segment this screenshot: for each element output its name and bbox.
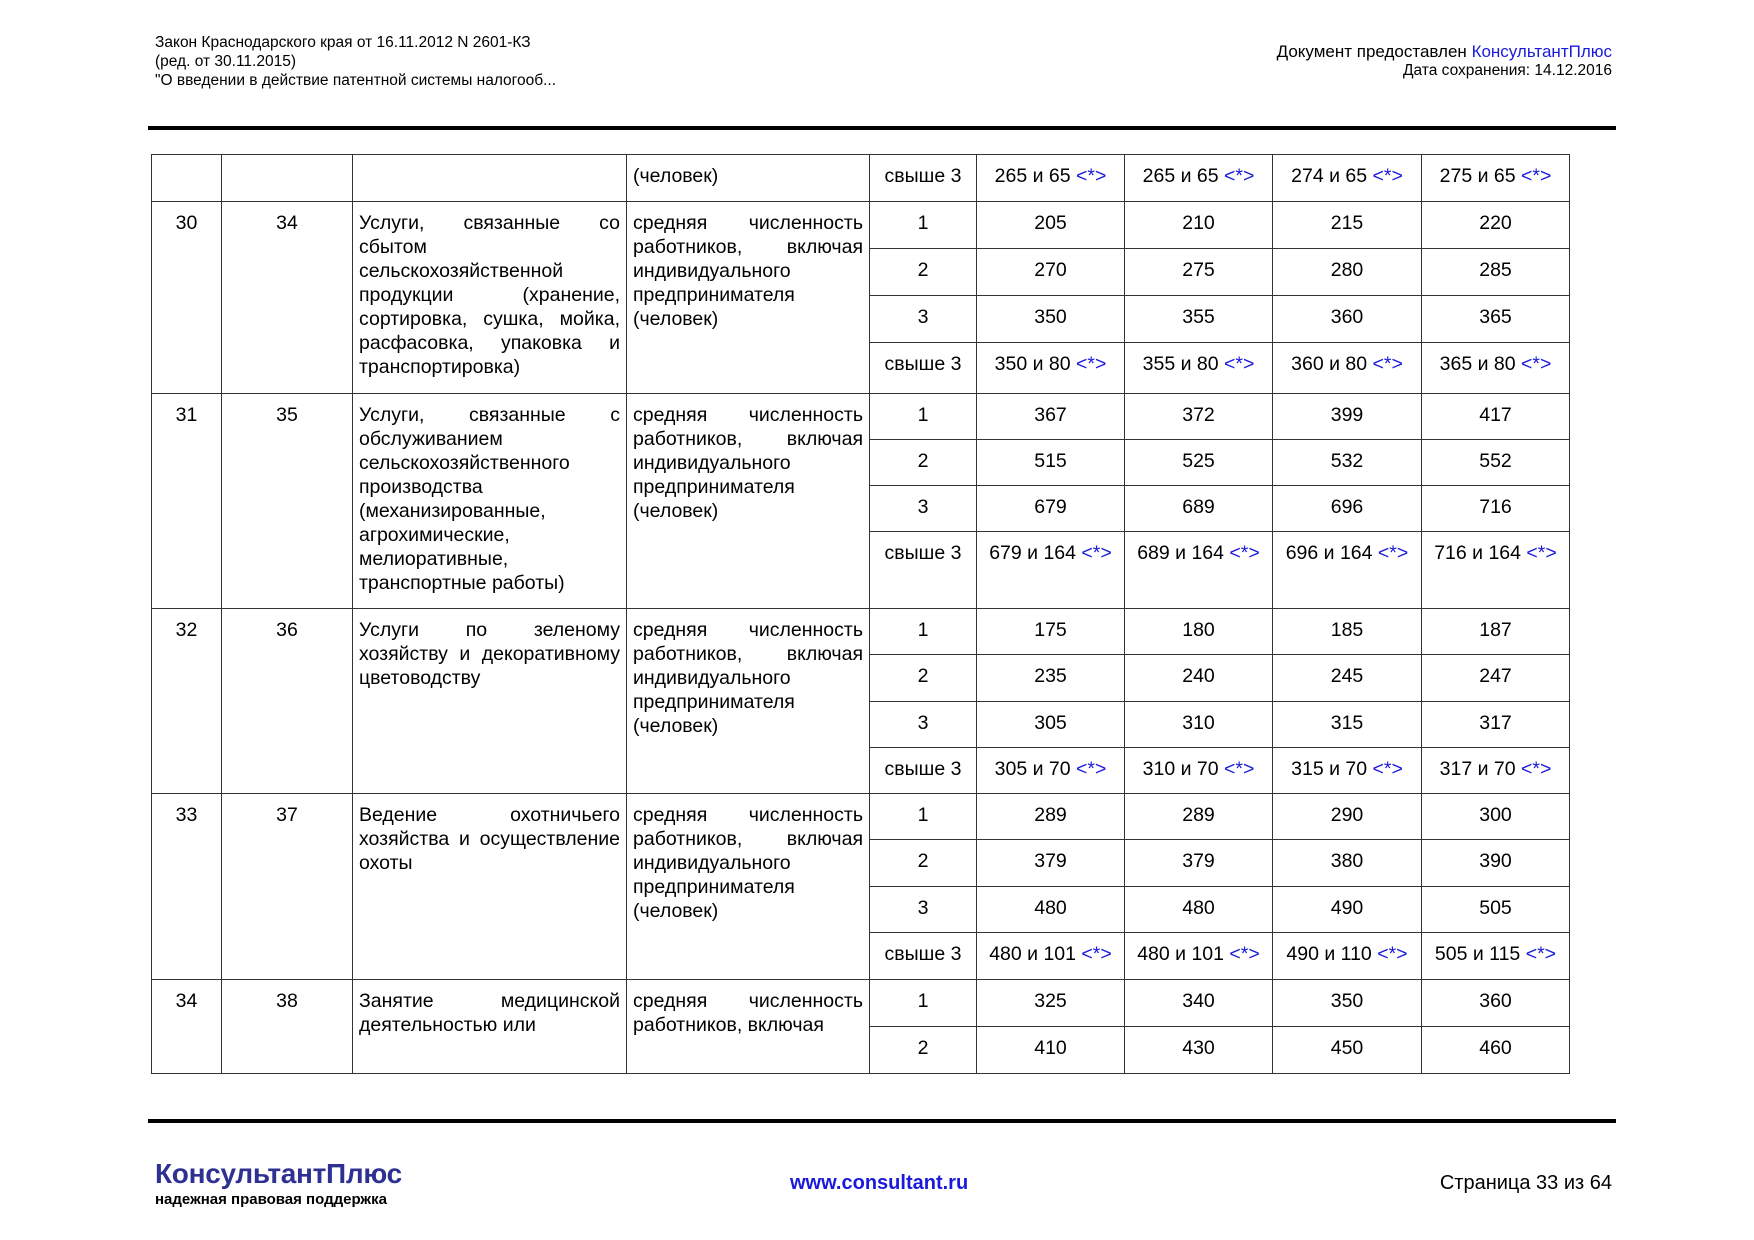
- value-cell: [1125, 486, 1273, 532]
- row-number: 31: [152, 394, 222, 609]
- value-cell: [977, 155, 1125, 202]
- value: 716: [1479, 496, 1512, 518]
- value-cell: [1273, 933, 1422, 980]
- value: 390: [1479, 850, 1512, 872]
- table-row: [152, 609, 1570, 655]
- value-cell: [1422, 343, 1570, 394]
- value: 365 и 80: [1439, 353, 1516, 375]
- row-number: 32: [152, 609, 222, 794]
- value-cell: [1273, 155, 1422, 202]
- value-cell: [977, 440, 1125, 486]
- employee-count: 1: [870, 202, 977, 249]
- value: 317: [1479, 712, 1512, 734]
- value: 525: [1182, 450, 1215, 472]
- value: 210: [1182, 212, 1215, 234]
- value: 310: [1182, 712, 1215, 734]
- value-cell: [1125, 343, 1273, 394]
- employee-count: 3: [870, 296, 977, 343]
- value: 417: [1479, 404, 1512, 426]
- value: 315 и 70: [1291, 758, 1368, 780]
- table-row: [152, 794, 1570, 840]
- value: 372: [1182, 404, 1215, 426]
- value-cell: [1273, 343, 1422, 394]
- value-cell: [1125, 440, 1273, 486]
- value: 245: [1330, 665, 1364, 687]
- value-cell: [977, 840, 1125, 887]
- value-cell: [1422, 980, 1570, 1027]
- activity-description: Занятие медицинской деятельностью или: [353, 980, 627, 1074]
- footnote-link[interactable]: <*>: [1224, 353, 1255, 375]
- value-cell: [1273, 980, 1422, 1027]
- value-cell: [977, 702, 1125, 748]
- value-cell: [1422, 655, 1570, 702]
- activity-code: 38: [222, 980, 353, 1074]
- table-row: [152, 394, 1570, 440]
- footnote-link[interactable]: <*>: [1525, 943, 1557, 965]
- value: 310 и 70: [1142, 758, 1219, 780]
- value: 220: [1479, 212, 1512, 234]
- value: 180: [1182, 619, 1215, 641]
- footnote-link[interactable]: <*>: [1224, 758, 1255, 780]
- value-cell: [1422, 702, 1570, 748]
- activity-description: Услуги по зеленому хозяйству и декоративному цветоводству: [353, 609, 627, 794]
- value: 289: [1034, 804, 1067, 826]
- value-cell: [1125, 609, 1273, 655]
- activity-code: 37: [222, 794, 353, 980]
- value: 285: [1479, 259, 1512, 281]
- value: 355: [1182, 306, 1215, 328]
- value-cell: [1125, 887, 1273, 933]
- value: 317 и 70: [1439, 758, 1516, 780]
- value: 460: [1479, 1037, 1512, 1059]
- value: 532: [1330, 450, 1364, 472]
- value: 380: [1330, 850, 1364, 872]
- footnote-link[interactable]: <*>: [1377, 542, 1409, 564]
- value-cell: [1125, 933, 1273, 980]
- footnote-link[interactable]: <*>: [1076, 758, 1107, 780]
- value-cell: [977, 394, 1125, 440]
- footnote-link[interactable]: <*>: [1076, 353, 1107, 375]
- law-title: Закон Краснодарского края от 16.11.2012 N 2601-КЗ: [155, 34, 531, 51]
- value-cell: [1422, 249, 1570, 296]
- document-header-info: [155, 33, 556, 90]
- law-subject: "О введении в действие патентной системы налогооб...: [155, 72, 557, 89]
- employee-count: 1: [870, 394, 977, 440]
- value-cell: [977, 748, 1125, 794]
- footnote-link[interactable]: <*>: [1229, 542, 1260, 564]
- value-cell: [1273, 532, 1422, 609]
- physical-indicator: средняя численность работников, включая индивидуального предпринимателя (человек): [627, 609, 870, 794]
- header-divider: [148, 126, 1616, 130]
- value-cell: [1273, 609, 1422, 655]
- value-cell: [1273, 702, 1422, 748]
- value-cell: [977, 202, 1125, 249]
- value: 367: [1034, 404, 1067, 426]
- value-cell: [977, 980, 1125, 1027]
- code-cell: [222, 155, 353, 202]
- value: 185: [1330, 619, 1364, 641]
- tax-rates-table: [151, 154, 1570, 1074]
- employee-count: 3: [870, 887, 977, 933]
- value-cell: [1125, 980, 1273, 1027]
- value-cell: [1125, 794, 1273, 840]
- value-cell: [1422, 609, 1570, 655]
- value: 360 и 80: [1291, 353, 1368, 375]
- value-cell: [1273, 249, 1422, 296]
- value: 315: [1330, 712, 1364, 734]
- value: 355 и 80: [1142, 353, 1219, 375]
- employee-count: 1: [870, 609, 977, 655]
- value-cell: [1273, 202, 1422, 249]
- footnote-link[interactable]: <*>: [1224, 165, 1255, 187]
- physical-indicator: средняя численность работников, включая индивидуального предпринимателя (человек): [627, 394, 870, 609]
- count-cell: свыше 3: [870, 155, 977, 202]
- value-cell: [1422, 486, 1570, 532]
- value: 450: [1330, 1037, 1364, 1059]
- value: 360: [1330, 306, 1364, 328]
- value: 679: [1034, 496, 1067, 518]
- value-cell: [1273, 1027, 1422, 1074]
- employee-count: свыше 3: [870, 748, 977, 794]
- employee-count: 2: [870, 440, 977, 486]
- value: 235: [1034, 665, 1067, 687]
- value: 696 и 164: [1285, 542, 1373, 564]
- value: 187: [1479, 619, 1512, 641]
- value: 280: [1330, 259, 1364, 281]
- employee-count: 1: [870, 980, 977, 1027]
- logo-text: КонсультантПлюс: [155, 1158, 402, 1189]
- provider-info: [1277, 42, 1612, 80]
- value: 305: [1034, 712, 1067, 734]
- row-number: 34: [152, 980, 222, 1074]
- value-cell: [1125, 394, 1273, 440]
- value: 480 и 101: [1137, 943, 1224, 965]
- footnote-link[interactable]: <*>: [1229, 943, 1260, 965]
- footnote-link[interactable]: <*>: [1521, 758, 1552, 780]
- footnote-link[interactable]: <*>: [1076, 165, 1107, 187]
- physical-indicator: средняя численность работников, включая индивидуального предпринимателя (человек): [627, 202, 870, 394]
- table-row: [152, 202, 1570, 249]
- value-cell: [1125, 249, 1273, 296]
- value: 350 и 80: [994, 353, 1071, 375]
- value-cell: [1273, 440, 1422, 486]
- saved-date: Дата сохранения: 14.12.2016: [1403, 62, 1612, 79]
- value-cell: [1273, 655, 1422, 702]
- value: 480: [1034, 897, 1067, 919]
- employee-count: 3: [870, 486, 977, 532]
- value-cell: [1422, 1027, 1570, 1074]
- value: 430: [1182, 1037, 1215, 1059]
- value: 325: [1034, 990, 1067, 1012]
- value: 679 и 164: [989, 542, 1076, 564]
- consultant-logo: [155, 1158, 402, 1208]
- value-cell: [1422, 440, 1570, 486]
- revision: (ред. от 30.11.2015): [155, 53, 296, 70]
- value-cell: [1125, 532, 1273, 609]
- value: 265 и 65: [1142, 165, 1219, 187]
- footnote-link[interactable]: <*>: [1081, 943, 1112, 965]
- num-cell: [152, 155, 222, 202]
- value-cell: [1422, 794, 1570, 840]
- physical-indicator: средняя численность работников, включая: [627, 980, 870, 1074]
- footnote-link[interactable]: <*>: [1081, 542, 1112, 564]
- value: 205: [1034, 212, 1067, 234]
- value-cell: [1422, 202, 1570, 249]
- employee-count: 2: [870, 655, 977, 702]
- value: 490 и 110: [1286, 943, 1372, 965]
- employee-count: свыше 3: [870, 933, 977, 980]
- footnote-link[interactable]: <*>: [1526, 542, 1557, 564]
- value-cell: [977, 609, 1125, 655]
- footnote-link[interactable]: <*>: [1372, 165, 1403, 187]
- row-number: 30: [152, 202, 222, 394]
- value: 490: [1330, 897, 1364, 919]
- value: 275 и 65: [1439, 165, 1516, 187]
- employee-count: 2: [870, 1027, 977, 1074]
- activity-description: Услуги, связанные со сбытом сельскохозяйственной продукции (хранение, сортировка, сушка, мойка, расфасовка, упаковка и транспортировка): [353, 202, 627, 394]
- value-cell: [1125, 748, 1273, 794]
- value: 505: [1479, 897, 1512, 919]
- value-cell: [1125, 655, 1273, 702]
- activity-code: 34: [222, 202, 353, 394]
- value-cell: [1273, 486, 1422, 532]
- value-cell: [1273, 794, 1422, 840]
- value: 240: [1182, 665, 1215, 687]
- value: 300: [1479, 804, 1512, 826]
- value: 360: [1479, 990, 1512, 1012]
- row-number: 33: [152, 794, 222, 980]
- table-row: [152, 980, 1570, 1027]
- value-cell: [977, 532, 1125, 609]
- employee-count: свыше 3: [870, 532, 977, 609]
- value-cell: [1422, 887, 1570, 933]
- value-cell: [977, 794, 1125, 840]
- value-cell: [1422, 532, 1570, 609]
- value: 270: [1034, 259, 1067, 281]
- value-cell: [977, 249, 1125, 296]
- activity-code: 35: [222, 394, 353, 609]
- value: 175: [1034, 619, 1067, 641]
- value-cell: [1125, 296, 1273, 343]
- value: 505 и 115: [1434, 943, 1521, 965]
- value: 265 и 65: [994, 165, 1071, 187]
- value: 215: [1330, 212, 1364, 234]
- value-cell: [1125, 155, 1273, 202]
- employee-count: 1: [870, 794, 977, 840]
- employee-count: 2: [870, 840, 977, 887]
- value-cell: [977, 343, 1125, 394]
- value: 350: [1330, 990, 1364, 1012]
- value: 365: [1479, 306, 1512, 328]
- value-cell: [977, 296, 1125, 343]
- value-cell: [1273, 887, 1422, 933]
- employee-count: 3: [870, 702, 977, 748]
- value-cell: [1273, 394, 1422, 440]
- employee-count: 2: [870, 249, 977, 296]
- value-cell: [977, 887, 1125, 933]
- footer-divider: [148, 1119, 1616, 1123]
- value-cell: [1422, 155, 1570, 202]
- value: 480 и 101: [989, 943, 1076, 965]
- value: 696: [1330, 496, 1364, 518]
- value-cell: [977, 486, 1125, 532]
- value: 515: [1034, 450, 1067, 472]
- page-number: Страница 33 из 64: [1439, 1172, 1612, 1194]
- value: 274 и 65: [1291, 165, 1368, 187]
- value: 340: [1182, 990, 1215, 1012]
- physical-indicator: средняя численность работников, включая индивидуального предпринимателя (человек): [627, 794, 870, 980]
- provided-by-label: Документ предоставлен: [1276, 42, 1467, 61]
- value: 247: [1479, 665, 1512, 687]
- value: 379: [1182, 850, 1215, 872]
- value: 275: [1182, 259, 1215, 281]
- value: 552: [1479, 450, 1512, 472]
- footnote-link[interactable]: <*>: [1521, 353, 1552, 375]
- value-cell: [1273, 296, 1422, 343]
- value-cell: [1422, 748, 1570, 794]
- activity-description: Ведение охотничьего хозяйства и осуществление охоты: [353, 794, 627, 980]
- value-cell: [1422, 296, 1570, 343]
- value: 289: [1182, 804, 1215, 826]
- value-cell: [1125, 840, 1273, 887]
- value-cell: [1125, 202, 1273, 249]
- value: 689: [1182, 496, 1215, 518]
- footnote-link[interactable]: <*>: [1377, 943, 1408, 965]
- value: 350: [1034, 306, 1067, 328]
- description-cell: [353, 155, 627, 202]
- provider-link[interactable]: КонсультантПлюс: [1471, 42, 1612, 61]
- value-cell: [1273, 748, 1422, 794]
- value: 379: [1034, 850, 1067, 872]
- footnote-link[interactable]: <*>: [1372, 758, 1403, 780]
- value: 290: [1330, 804, 1364, 826]
- value-cell: [977, 1027, 1125, 1074]
- value-cell: [1422, 933, 1570, 980]
- value: 480: [1182, 897, 1215, 919]
- value-cell: [977, 655, 1125, 702]
- value-cell: [1125, 702, 1273, 748]
- logo-tagline: надежная правовая поддержка: [155, 1191, 387, 1208]
- value: 399: [1330, 404, 1364, 426]
- table-row: [152, 155, 1570, 202]
- activity-description: Услуги, связанные с обслуживанием сельскохозяйственного производства (механизированные, агрохимические, мелиоративные, транспортные работы): [353, 394, 627, 609]
- value: 410: [1034, 1037, 1067, 1059]
- indicator-cell: (человек): [627, 155, 870, 202]
- value: 305 и 70: [994, 758, 1071, 780]
- value-cell: [1422, 394, 1570, 440]
- value-cell: [1273, 840, 1422, 887]
- website-link[interactable]: www.consultant.ru: [790, 1172, 969, 1194]
- value-cell: [1422, 840, 1570, 887]
- employee-count: свыше 3: [870, 343, 977, 394]
- value-cell: [977, 933, 1125, 980]
- value: 716 и 164: [1434, 542, 1521, 564]
- activity-code: 36: [222, 609, 353, 794]
- footnote-link[interactable]: <*>: [1372, 353, 1403, 375]
- value: 689 и 164: [1137, 542, 1224, 564]
- value-cell: [1125, 1027, 1273, 1074]
- footnote-link[interactable]: <*>: [1521, 165, 1552, 187]
